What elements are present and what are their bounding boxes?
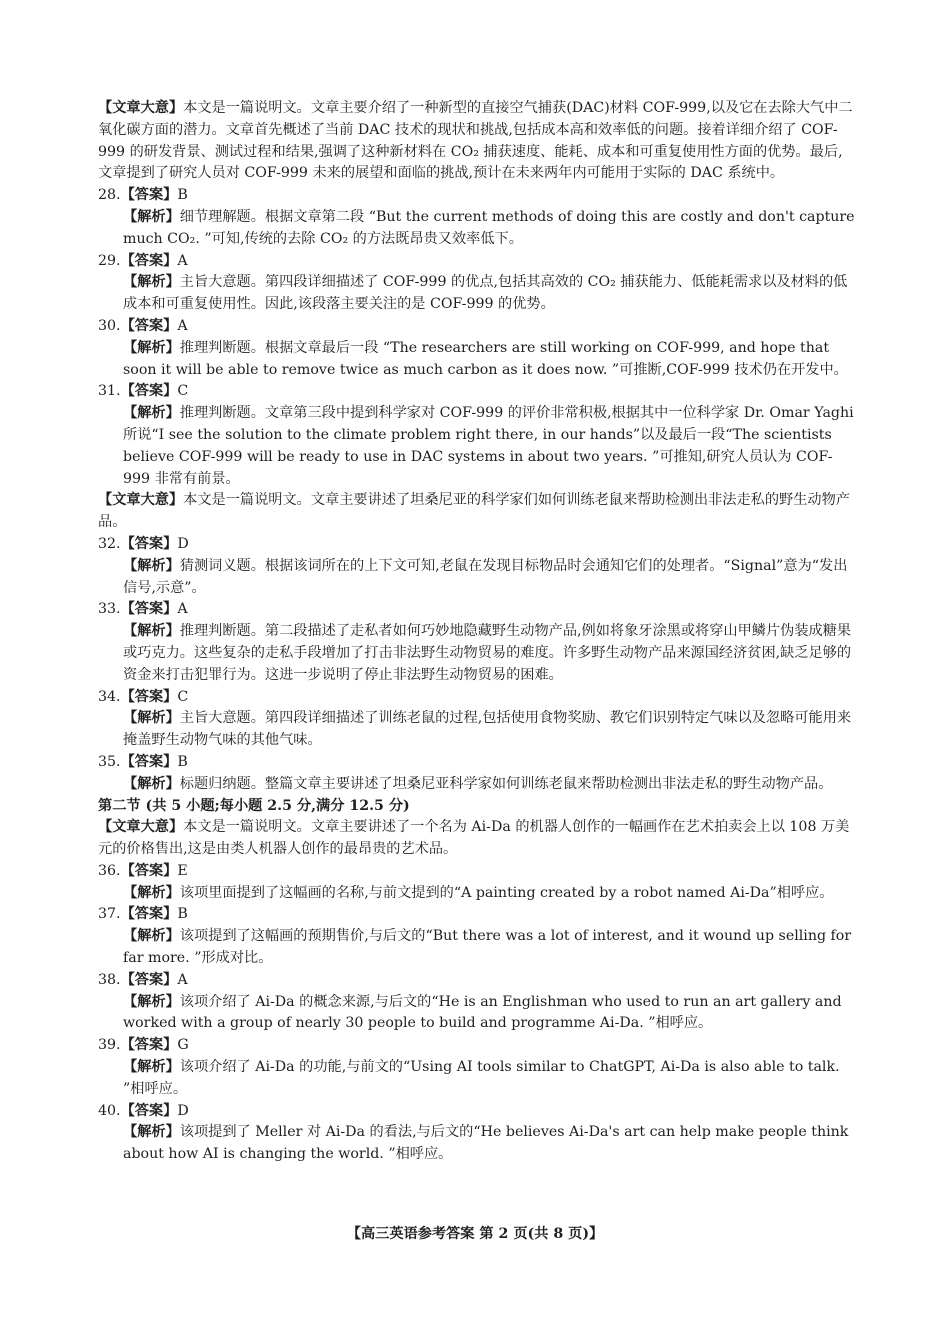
answer-value: A (177, 971, 188, 988)
analysis-text: 主旨大意题。第四段详细描述了 COF-999 的优点,包括其高效的 CO₂ 捕获能力、低能耗需求以及材料的低成本和可重复使用性。因此,该段落主要关注的是 COF-999 的优势。 (123, 274, 848, 313)
answer-label: 【答案】 (120, 1037, 178, 1054)
answer-line (98, 861, 855, 883)
answer-line (98, 1101, 855, 1123)
analysis-label: 【解析】 (123, 339, 180, 356)
analysis-label: 【解析】 (123, 993, 180, 1010)
article-summary (98, 98, 855, 185)
analysis-label: 【解析】 (123, 775, 180, 792)
analysis-label: 【解析】 (123, 557, 180, 574)
analysis-text: 该项介绍了 Ai-Da 的功能,与前文的“Using AI tools similar to ChatGPT, Ai-Da is also able to talk. ”相呼应。 (123, 1059, 840, 1097)
analysis-text: 主旨大意题。第四段详细描述了训练老鼠的过程,包括使用食物奖励、教它们识别特定气味以及忽略可能用来掩盖野生动物气味的其他气味。 (123, 710, 852, 749)
answer-label: 【答案】 (120, 1102, 178, 1119)
answer-value: B (177, 906, 188, 923)
section-title: 第二节 (共 5 小题;每小题 2.5 分,满分 12.5 分) (98, 797, 410, 814)
analysis-text: 该项提到了 Meller 对 Ai-Da 的看法,与后文的“He believes Ai-Da's art can help make people think about how AI is changing the world. ”相呼应。 (123, 1124, 849, 1163)
answer-value: A (177, 317, 188, 334)
page-footer: 【高三英语参考答案 第 2 页(共 8 页)】 (346, 1226, 604, 1242)
analysis-text: 推理判断题。文章第三段中提到科学家对 COF-999 的评价非常积极,根据其中一位科学家 Dr. Omar Yaghi 所说“I see the solution to the climate problem right there, in our hands”以及最后一段“The scientists believe COF-999 will be ready to use in DAC systems in about two years. ”可推知,研究人员认为 COF-999 非常有前景。 (123, 405, 854, 487)
analysis-text: 推理判断题。根据文章最后一段 “The researchers are still working on COF-999, and hope that soon it will be able to remove twice as much carbon as it does now. ”可推断,COF-999 技术仍在开发中。 (123, 339, 848, 378)
answer-line (98, 381, 855, 403)
analysis-label: 【解析】 (123, 1124, 180, 1141)
summary-label: 【文章大意】 (98, 492, 184, 509)
answer-line (98, 687, 855, 709)
answer-line (98, 185, 855, 207)
section-heading (98, 796, 855, 818)
analysis-label: 【解析】 (123, 405, 180, 422)
answer-line (98, 251, 855, 273)
analysis-text: 该项提到了这幅画的预期售价,与后文的“But there was a lot of interest, and it wound up selling for far more. ”形成对比。 (123, 928, 852, 967)
summary-text: 本文是一篇说明文。文章主要讲述了坦桑尼亚的科学家们如何训练老鼠来帮助检测出非法走私的野生动物产品。 (98, 492, 850, 531)
answer-value: C (177, 688, 189, 705)
analysis-text: 该项里面提到了这幅画的名称,与前文提到的“A painting created by a robot named Ai-Da”相呼应。 (179, 884, 834, 901)
analysis-text: 猜测词义题。根据该词所在的上下文可知,老鼠在发现目标物品时会通知它们的处理者。“Signal”意为“发出信号,示意”。 (123, 557, 848, 596)
analysis-text: 细节理解题。根据文章第二段 “But the current methods of doing this are costly and don't capture much CO₂. ”可知,传统的去除 CO₂ 的方法既昂贵又效率低下。 (123, 208, 855, 247)
analysis-paragraph (98, 403, 855, 490)
answer-label: 【答案】 (120, 906, 178, 923)
answer-value: A (177, 252, 188, 269)
answer-label: 【答案】 (120, 383, 178, 400)
question-number: 35. (98, 753, 121, 770)
summary-text: 本文是一篇说明文。文章主要讲述了一个名为 Ai-Da 的机器人创作的一幅画作在艺术拍卖会上以 108 万美元的价格售出,这是由类人机器人创作的最昂贵的艺术品。 (98, 819, 850, 858)
answer-label: 【答案】 (120, 753, 178, 770)
summary-label: 【文章大意】 (98, 819, 184, 836)
summary-text: 本文是一篇说明文。文章主要介绍了一种新型的直接空气捕获(DAC)材料 COF-999,以及它在去除大气中二氧化碳方面的潜力。文章首先概述了当前 DAC 技术的现状和挑战,包括成本高和效率低的问题。接着详细介绍了 COF-999 的研发背景、测试过程和结果,强调了这种新材料在 CO₂ 捕获速度、能耗、成本和可重复使用性方面的优势。最后,文章提到了研究人员对 COF-999 未来的展望和面临的挑战,预计在未来两年内可能用于实际的 DAC 系统中。 (98, 100, 853, 182)
summary-label: 【文章大意】 (98, 100, 184, 116)
answer-label: 【答案】 (120, 187, 178, 204)
question-number: 30. (98, 317, 121, 334)
answer-value: A (177, 601, 188, 618)
answer-value: D (177, 1102, 189, 1119)
answer-line (98, 316, 855, 338)
analysis-paragraph (98, 272, 855, 316)
answer-label: 【答案】 (120, 317, 178, 334)
answer-value: C (177, 383, 189, 400)
answer-value: D (177, 535, 189, 552)
answer-label: 【答案】 (120, 862, 178, 879)
analysis-text: 该项介绍了 Ai-Da 的概念来源,与后文的“He is an Englishman who used to run an art gallery and worked with a group of nearly 30 people to build and programme Ai-Da. ”相呼应。 (123, 993, 842, 1032)
analysis-paragraph (98, 338, 855, 382)
analysis-paragraph (98, 621, 855, 686)
analysis-label: 【解析】 (123, 208, 180, 225)
analysis-paragraph (98, 1057, 855, 1101)
answer-label: 【答案】 (120, 252, 178, 269)
analysis-paragraph (98, 708, 855, 752)
question-number: 29. (98, 252, 121, 269)
answer-line (98, 904, 855, 926)
answer-label: 【答案】 (120, 601, 178, 618)
question-number: 36. (98, 862, 121, 879)
answer-value: G (177, 1037, 189, 1054)
analysis-paragraph (98, 926, 855, 970)
analysis-label: 【解析】 (123, 884, 180, 901)
question-number: 40. (98, 1102, 121, 1119)
answer-line (98, 599, 855, 621)
analysis-label: 【解析】 (123, 623, 180, 640)
article-summary (98, 817, 855, 861)
analysis-text: 推理判断题。第二段描述了走私者如何巧妙地隐藏野生动物产品,例如将象牙涂黑或将穿山甲鳞片伪装成糖果或巧克力。这些复杂的走私手段增加了打击非法野生动物贸易的难度。许多野生动物产品来源国经济贫困,缺乏足够的资金来打击犯罪行为。这进一步说明了停止非法野生动物贸易的困难。 (123, 623, 852, 683)
answer-line (98, 970, 855, 992)
answer-label: 【答案】 (120, 535, 178, 552)
analysis-paragraph (98, 992, 855, 1036)
answer-line (98, 1035, 855, 1057)
question-number: 38. (98, 971, 121, 988)
analysis-paragraph (98, 556, 855, 600)
answer-value: E (177, 862, 188, 879)
question-number: 31. (98, 383, 121, 400)
article-summary (98, 490, 855, 534)
analysis-label: 【解析】 (123, 710, 180, 727)
question-number: 37. (98, 906, 121, 923)
answer-label: 【答案】 (120, 688, 178, 705)
answer-line (98, 752, 855, 774)
answer-label: 【答案】 (120, 971, 178, 988)
question-number: 34. (98, 688, 121, 705)
analysis-paragraph (98, 774, 855, 796)
analysis-paragraph (98, 1122, 855, 1166)
analysis-label: 【解析】 (123, 274, 180, 291)
question-number: 28. (98, 187, 121, 204)
question-number: 33. (98, 601, 121, 618)
answer-line (98, 534, 855, 556)
analysis-paragraph (98, 207, 855, 251)
answer-value: B (177, 753, 188, 770)
answer-value: B (177, 187, 188, 204)
analysis-label: 【解析】 (123, 928, 180, 945)
analysis-paragraph (98, 883, 855, 905)
answer-key-content (98, 98, 855, 1166)
analysis-text: 标题归纳题。整篇文章主要讲述了坦桑尼亚科学家如何训练老鼠来帮助检测出非法走私的野生动物产品。 (179, 775, 833, 792)
question-number: 39. (98, 1037, 121, 1054)
question-number: 32. (98, 535, 121, 552)
analysis-label: 【解析】 (123, 1059, 180, 1076)
